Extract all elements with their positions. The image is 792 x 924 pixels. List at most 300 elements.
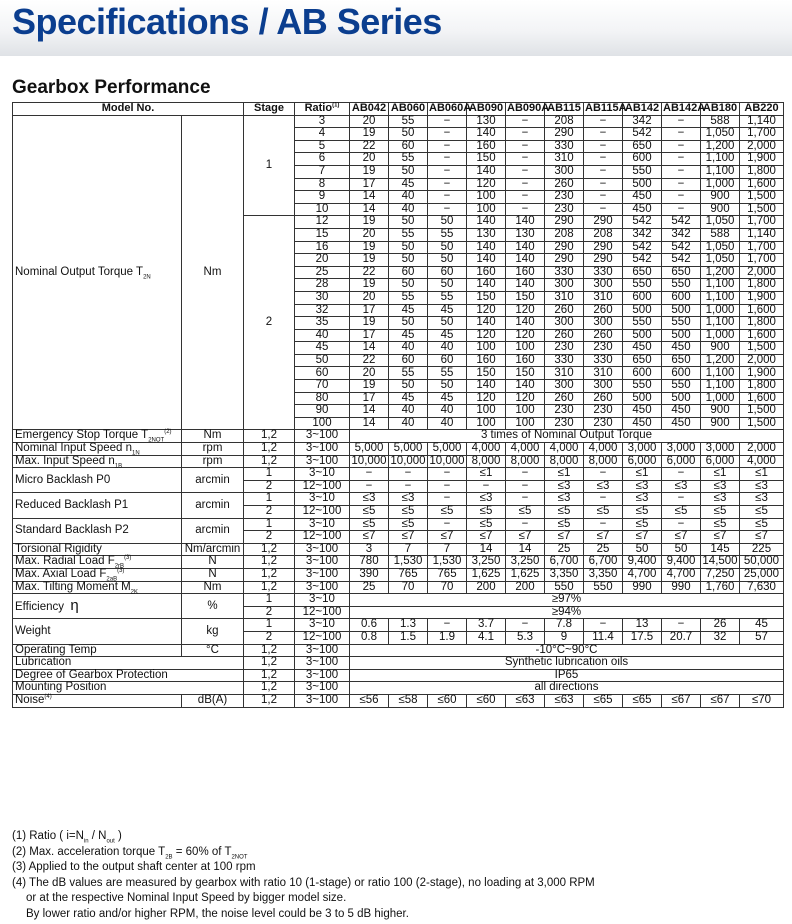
table-cell: 160 xyxy=(467,354,506,367)
table-cell: 765 xyxy=(428,568,467,581)
ratio-cell: 3~100 xyxy=(295,543,350,556)
table-cell: 100 xyxy=(506,405,545,418)
table-cell: 3,000 xyxy=(662,443,701,456)
table-cell: 450 xyxy=(662,417,701,430)
table-cell: 35 xyxy=(295,317,350,330)
table-cell: 260 xyxy=(584,392,623,405)
table-cell: ≤5 xyxy=(467,506,506,519)
stage-cell: 2 xyxy=(244,606,295,619)
table-cell: 32 xyxy=(701,631,740,644)
table-cell: 40 xyxy=(389,405,428,418)
table-cell: 40 xyxy=(428,342,467,355)
table-cell: 1,800 xyxy=(740,279,784,292)
gearbox-performance-table xyxy=(12,102,784,708)
table-cell: ≤63 xyxy=(506,694,545,707)
table-cell: 60 xyxy=(428,354,467,367)
table-cell: 1,000 xyxy=(701,178,740,191)
table-cell: 765 xyxy=(389,568,428,581)
table-cell: ≤7 xyxy=(350,531,389,544)
unit-cell: N xyxy=(182,568,244,581)
table-row xyxy=(13,468,784,481)
table-cell: ≤7 xyxy=(467,531,506,544)
table-cell: 650 xyxy=(662,266,701,279)
table-cell: 1,500 xyxy=(740,417,784,430)
stage-cell: 1,2 xyxy=(244,644,295,657)
table-cell: 50 xyxy=(623,543,662,556)
table-cell: 30 xyxy=(295,291,350,304)
table-cell: 4,700 xyxy=(623,568,662,581)
unit-cell: N xyxy=(182,556,244,569)
table-cell: − xyxy=(584,153,623,166)
table-cell: 40 xyxy=(389,342,428,355)
table-cell: ≤7 xyxy=(623,531,662,544)
table-cell: 542 xyxy=(662,241,701,254)
table-cell: 260 xyxy=(584,304,623,317)
table-cell: − xyxy=(662,178,701,191)
table-cell: 208 xyxy=(545,115,584,128)
ratio-cell: 3~100 xyxy=(295,694,350,707)
ratio-cell: 3~10 xyxy=(295,518,350,531)
table-cell: ≤7 xyxy=(428,531,467,544)
table-cell: − xyxy=(506,178,545,191)
merged-value-cell: all directions xyxy=(350,682,784,695)
table-cell: 225 xyxy=(740,543,784,556)
table-cell: 300 xyxy=(584,279,623,292)
row-label-noise: Noise$^{(4)}$ xyxy=(13,694,182,707)
table-cell: 588 xyxy=(701,228,740,241)
table-cell: 290 xyxy=(545,128,584,141)
table-cell: 14,500 xyxy=(702,555,738,568)
table-cell: 160 xyxy=(467,266,506,279)
table-cell: ≤70 xyxy=(740,694,784,707)
table-cell: ≤3 xyxy=(740,480,784,493)
table-cell: 55 xyxy=(428,291,467,304)
header-stage: Stage xyxy=(244,103,295,116)
table-cell: − xyxy=(584,128,623,141)
table-cell: 542 xyxy=(662,254,701,267)
table-cell: 14 xyxy=(506,543,545,556)
table-cell: 9,400 xyxy=(623,556,662,569)
table-cell: 25 xyxy=(545,543,584,556)
table-cell: − xyxy=(428,203,467,216)
table-cell: 4,000 xyxy=(740,455,784,468)
ratio-cell: 3~10 xyxy=(295,468,350,481)
row-label-torsional: Torsional Rigidity xyxy=(13,543,182,556)
table-cell: 6 xyxy=(295,153,350,166)
table-row xyxy=(13,493,784,506)
merged-value-cell: 3 times of Nominal Output Torque xyxy=(350,430,784,443)
table-cell: ≤5 xyxy=(623,518,662,531)
table-cell: ≤7 xyxy=(389,531,428,544)
unit-cell: °C xyxy=(182,644,244,657)
header-model-col: AB060A xyxy=(429,102,472,115)
table-cell: − xyxy=(506,140,545,153)
stage-cell: 1 xyxy=(244,468,295,481)
table-cell: 500 xyxy=(623,304,662,317)
table-cell: 17.5 xyxy=(623,631,662,644)
table-cell: 26 xyxy=(701,619,740,632)
header-model-col: AB142A xyxy=(663,102,706,115)
table-cell: − xyxy=(506,518,545,531)
table-cell: 6,000 xyxy=(662,455,701,468)
table-cell: ≤65 xyxy=(623,694,662,707)
table-cell: 550 xyxy=(623,279,662,292)
table-cell: − xyxy=(584,203,623,216)
table-cell: 230 xyxy=(545,417,584,430)
table-cell: 390 xyxy=(350,568,389,581)
table-cell: 542 xyxy=(623,254,662,267)
table-cell: 60 xyxy=(295,367,350,380)
table-cell: − xyxy=(584,191,623,204)
table-cell: 5,000 xyxy=(350,443,389,456)
table-row xyxy=(13,115,784,128)
table-cell: 11.4 xyxy=(584,631,623,644)
table-cell: 25 xyxy=(295,266,350,279)
row-label-radial: Max. Radial Load $F_{2rB}^{(3)}$ xyxy=(13,556,182,569)
table-cell: 542 xyxy=(623,128,662,141)
table-cell: 50 xyxy=(428,380,467,393)
table-cell: 17 xyxy=(350,304,389,317)
row-label-mounting: Mounting Position xyxy=(13,682,244,695)
table-cell: 6,700 xyxy=(584,556,623,569)
table-cell: 150 xyxy=(506,291,545,304)
row-label-efficiency: Efficiency η xyxy=(13,594,182,619)
table-cell: − xyxy=(584,493,623,506)
table-cell: 600 xyxy=(662,291,701,304)
table-cell: 1.5 xyxy=(389,631,428,644)
ratio-cell: 3~10 xyxy=(295,619,350,632)
table-cell: ≤1 xyxy=(740,468,784,481)
header-model-col: AB180 xyxy=(701,103,740,116)
footnote-1: (1) Ratio ( $i=N_{in} / N_{out}$ ) xyxy=(12,830,122,845)
table-cell: 3.7 xyxy=(467,619,506,632)
table-row xyxy=(13,669,784,682)
stage-cell: 1,2 xyxy=(244,694,295,707)
table-cell: 342 xyxy=(623,115,662,128)
table-cell: ≤5 xyxy=(584,506,623,519)
table-cell: 1,200 xyxy=(701,140,740,153)
table-cell: 130 xyxy=(467,228,506,241)
table-cell: 2,000 xyxy=(740,140,784,153)
table-cell: 19 xyxy=(350,216,389,229)
table-cell: 60 xyxy=(389,266,428,279)
table-cell: ≤5 xyxy=(389,518,428,531)
ratio-cell: 12~100 xyxy=(295,631,350,644)
table-cell: 290 xyxy=(584,254,623,267)
table-cell: − xyxy=(662,619,701,632)
table-cell: − xyxy=(389,468,428,481)
table-cell: 8,000 xyxy=(506,455,545,468)
table-cell: 10,000 xyxy=(429,454,465,467)
table-cell: 1,050 xyxy=(701,254,740,267)
table-cell: 550 xyxy=(662,317,701,330)
table-cell: 100 xyxy=(295,417,350,430)
table-cell: ≤7 xyxy=(662,531,701,544)
table-cell: 1,100 xyxy=(701,165,740,178)
table-cell: 330 xyxy=(545,140,584,153)
table-cell: 50 xyxy=(389,380,428,393)
table-cell: 10,000 xyxy=(390,454,426,467)
table-cell: − xyxy=(584,140,623,153)
unit-cell: kg xyxy=(182,619,244,644)
table-cell: − xyxy=(428,480,467,493)
table-cell: 8,000 xyxy=(545,455,584,468)
ratio-cell: 3~100 xyxy=(295,644,350,657)
table-cell: 2,000 xyxy=(740,266,784,279)
ratio-cell: 3~100 xyxy=(295,556,350,569)
table-cell: 1,100 xyxy=(701,317,740,330)
table-cell: 900 xyxy=(701,417,740,430)
table-cell: 7 xyxy=(295,165,350,178)
table-cell: − xyxy=(584,619,623,632)
table-cell: 32 xyxy=(295,304,350,317)
table-row xyxy=(13,682,784,695)
table-cell: 650 xyxy=(623,140,662,153)
table-cell: 1,000 xyxy=(701,329,740,342)
row-label-optemp: Operating Temp xyxy=(13,644,182,657)
table-cell: − xyxy=(506,203,545,216)
footnote-3: (3) Applied to the output shaft center at 100 rpm xyxy=(12,861,256,874)
table-cell: 5,000 xyxy=(389,443,428,456)
ratio-cell: 3~10 xyxy=(295,594,350,607)
row-label-bl_p1: Reduced Backlash P1 xyxy=(13,493,182,518)
stage-cell: 1,2 xyxy=(244,543,295,556)
table-cell: ≤3 xyxy=(584,480,623,493)
table-cell: 17 xyxy=(350,178,389,191)
table-cell: 13 xyxy=(623,619,662,632)
table-cell: 650 xyxy=(662,354,701,367)
table-cell: 290 xyxy=(545,216,584,229)
unit-cell: arcmin xyxy=(182,468,244,493)
table-cell: ≤5 xyxy=(350,518,389,531)
table-cell: ≤5 xyxy=(350,506,389,519)
section-title: Gearbox Performance xyxy=(12,77,211,98)
table-cell: 500 xyxy=(623,392,662,405)
table-cell: ≤3 xyxy=(662,480,701,493)
stage-cell: 1 xyxy=(244,594,295,607)
table-cell: 25 xyxy=(350,581,389,594)
table-cell: 300 xyxy=(584,380,623,393)
footnotes xyxy=(12,829,782,923)
table-cell: 330 xyxy=(584,354,623,367)
table-cell: 2,000 xyxy=(740,443,784,456)
table-cell: 310 xyxy=(545,153,584,166)
table-cell: 50 xyxy=(428,317,467,330)
table-cell: 1,900 xyxy=(740,153,784,166)
table-cell: ≤60 xyxy=(428,694,467,707)
table-cell: − xyxy=(428,518,467,531)
table-cell: 1,000 xyxy=(701,304,740,317)
header-model-col: AB042 xyxy=(350,103,389,116)
table-cell: 70 xyxy=(389,581,428,594)
table-cell: − xyxy=(662,493,701,506)
table-cell: 1,050 xyxy=(701,128,740,141)
stage-cell: 1,2 xyxy=(244,682,295,695)
table-cell: 550 xyxy=(623,380,662,393)
stage-cell: 2 xyxy=(244,480,295,493)
table-cell: 1,050 xyxy=(701,216,740,229)
table-cell: 310 xyxy=(545,367,584,380)
table-cell: 100 xyxy=(467,405,506,418)
header-model-col: AB142 xyxy=(623,103,662,116)
table-cell: 6,000 xyxy=(623,455,662,468)
table-cell: 12 xyxy=(295,216,350,229)
table-cell: ≤5 xyxy=(389,506,428,519)
table-cell: − xyxy=(467,480,506,493)
table-cell: 140 xyxy=(467,279,506,292)
table-cell: 50 xyxy=(428,279,467,292)
table-cell: 290 xyxy=(545,241,584,254)
table-cell: 20 xyxy=(350,367,389,380)
table-cell: 542 xyxy=(623,216,662,229)
table-cell: 650 xyxy=(623,354,662,367)
table-cell: 542 xyxy=(623,241,662,254)
page-title: Specifications / AB Series xyxy=(12,1,442,42)
table-cell: 140 xyxy=(506,317,545,330)
table-cell: 1,800 xyxy=(740,317,784,330)
table-cell: ≤5 xyxy=(740,506,784,519)
table-cell: 50 xyxy=(389,317,428,330)
table-cell: 4,000 xyxy=(545,443,584,456)
table-cell: ≤5 xyxy=(740,518,784,531)
table-cell: 45 xyxy=(295,342,350,355)
stage-cell: 1,2 xyxy=(244,443,295,456)
table-row xyxy=(13,443,784,456)
table-cell: 25,000 xyxy=(740,568,784,581)
table-cell: ≤3 xyxy=(701,493,740,506)
table-cell: 1.9 xyxy=(428,631,467,644)
stage-cell: 1,2 xyxy=(244,455,295,468)
table-cell: 10,000 xyxy=(351,454,387,467)
table-cell: 140 xyxy=(467,165,506,178)
table-cell: 1,100 xyxy=(701,279,740,292)
table-cell: − xyxy=(428,468,467,481)
table-cell: 45 xyxy=(428,304,467,317)
table-cell: 3,350 xyxy=(584,568,623,581)
table-cell: 14 xyxy=(350,342,389,355)
table-cell: ≤7 xyxy=(545,531,584,544)
table-cell: 50 xyxy=(389,165,428,178)
merged-value-cell: ≥97% xyxy=(350,594,784,607)
table-cell: 120 xyxy=(506,329,545,342)
table-cell: 1,500 xyxy=(740,191,784,204)
table-cell: 45 xyxy=(428,329,467,342)
table-row xyxy=(13,644,784,657)
table-cell: 1,530 xyxy=(428,556,467,569)
table-cell: 1,700 xyxy=(740,254,784,267)
table-cell: 55 xyxy=(389,153,428,166)
table-cell: 1,200 xyxy=(701,266,740,279)
table-cell: 160 xyxy=(506,354,545,367)
table-cell: 5,000 xyxy=(428,443,467,456)
table-cell: 3,250 xyxy=(467,556,506,569)
table-cell: 4,000 xyxy=(506,443,545,456)
unit-cell: dB(A) xyxy=(182,694,244,707)
table-cell: − xyxy=(506,468,545,481)
table-cell: 450 xyxy=(623,203,662,216)
table-cell: − xyxy=(506,493,545,506)
table-cell: 230 xyxy=(545,342,584,355)
table-cell: 140 xyxy=(467,128,506,141)
table-cell: 19 xyxy=(350,241,389,254)
table-cell: ≤5 xyxy=(701,506,740,519)
table-cell: 20 xyxy=(350,291,389,304)
table-cell: − xyxy=(428,128,467,141)
table-cell: 1,050 xyxy=(701,241,740,254)
table-cell: 140 xyxy=(467,380,506,393)
table-cell: 3,250 xyxy=(506,556,545,569)
table-cell: 140 xyxy=(506,279,545,292)
row-label-protection: Degree of Gearbox Protection xyxy=(13,669,244,682)
table-cell: 3,000 xyxy=(701,443,740,456)
row-label-bl_p0: Micro Backlash P0 xyxy=(13,468,182,493)
table-cell: 45 xyxy=(740,619,784,632)
table-cell: 450 xyxy=(623,191,662,204)
table-cell: 1,500 xyxy=(740,405,784,418)
table-cell: 80 xyxy=(295,392,350,405)
table-cell: 120 xyxy=(467,329,506,342)
table-cell: 50 xyxy=(662,543,701,556)
table-cell: 1,600 xyxy=(740,329,784,342)
table-cell: − xyxy=(389,480,428,493)
table-cell: ≤7 xyxy=(701,531,740,544)
table-cell: 50 xyxy=(389,216,428,229)
table-cell: 4,000 xyxy=(584,443,623,456)
table-cell: ≤5 xyxy=(545,506,584,519)
table-cell: 160 xyxy=(467,140,506,153)
table-cell: 230 xyxy=(545,203,584,216)
table-row xyxy=(13,619,784,632)
table-cell: 330 xyxy=(545,266,584,279)
table-cell: − xyxy=(584,518,623,531)
header-model: Model No. xyxy=(13,103,244,116)
header-row xyxy=(13,103,784,116)
table-cell: 160 xyxy=(506,266,545,279)
stage-cell: 2 xyxy=(244,216,295,430)
table-cell: 10 xyxy=(295,203,350,216)
table-cell: 140 xyxy=(506,380,545,393)
ratio-cell: 12~100 xyxy=(295,480,350,493)
table-cell: 200 xyxy=(506,581,545,594)
table-cell: − xyxy=(428,165,467,178)
table-cell: 6,000 xyxy=(701,455,740,468)
table-cell: 100 xyxy=(467,417,506,430)
header-model-col: AB115A xyxy=(585,102,627,115)
table-cell: 17 xyxy=(350,392,389,405)
table-cell: 55 xyxy=(428,367,467,380)
row-label-emergency: Emergency Stop Torque $T_{2NOT}^{(2)}$ xyxy=(13,430,182,443)
table-cell: 330 xyxy=(584,266,623,279)
header-model-col: AB090 xyxy=(467,103,506,116)
table-cell: ≤3 xyxy=(740,493,784,506)
table-cell: 150 xyxy=(467,153,506,166)
unit-cell: Nm/arcmin xyxy=(182,543,244,556)
table-cell: 50 xyxy=(428,241,467,254)
table-cell: 100 xyxy=(506,417,545,430)
table-cell: 310 xyxy=(584,291,623,304)
footnote-4: (4) The dB values are measured by gearbox with ratio 10 (1-stage) or ratio 100 (2-stage), no loading at 3,000 RPM xyxy=(12,876,595,889)
table-cell: 50 xyxy=(428,216,467,229)
merged-value-cell: Synthetic lubrication oils xyxy=(350,657,784,670)
unit-cell: % xyxy=(182,594,244,619)
table-cell: ≤3 xyxy=(623,480,662,493)
table-cell: 230 xyxy=(584,405,623,418)
table-cell: 550 xyxy=(662,279,701,292)
table-cell: 290 xyxy=(545,254,584,267)
table-cell: 14 xyxy=(350,417,389,430)
table-cell: 990 xyxy=(623,581,662,594)
table-cell: 150 xyxy=(467,291,506,304)
